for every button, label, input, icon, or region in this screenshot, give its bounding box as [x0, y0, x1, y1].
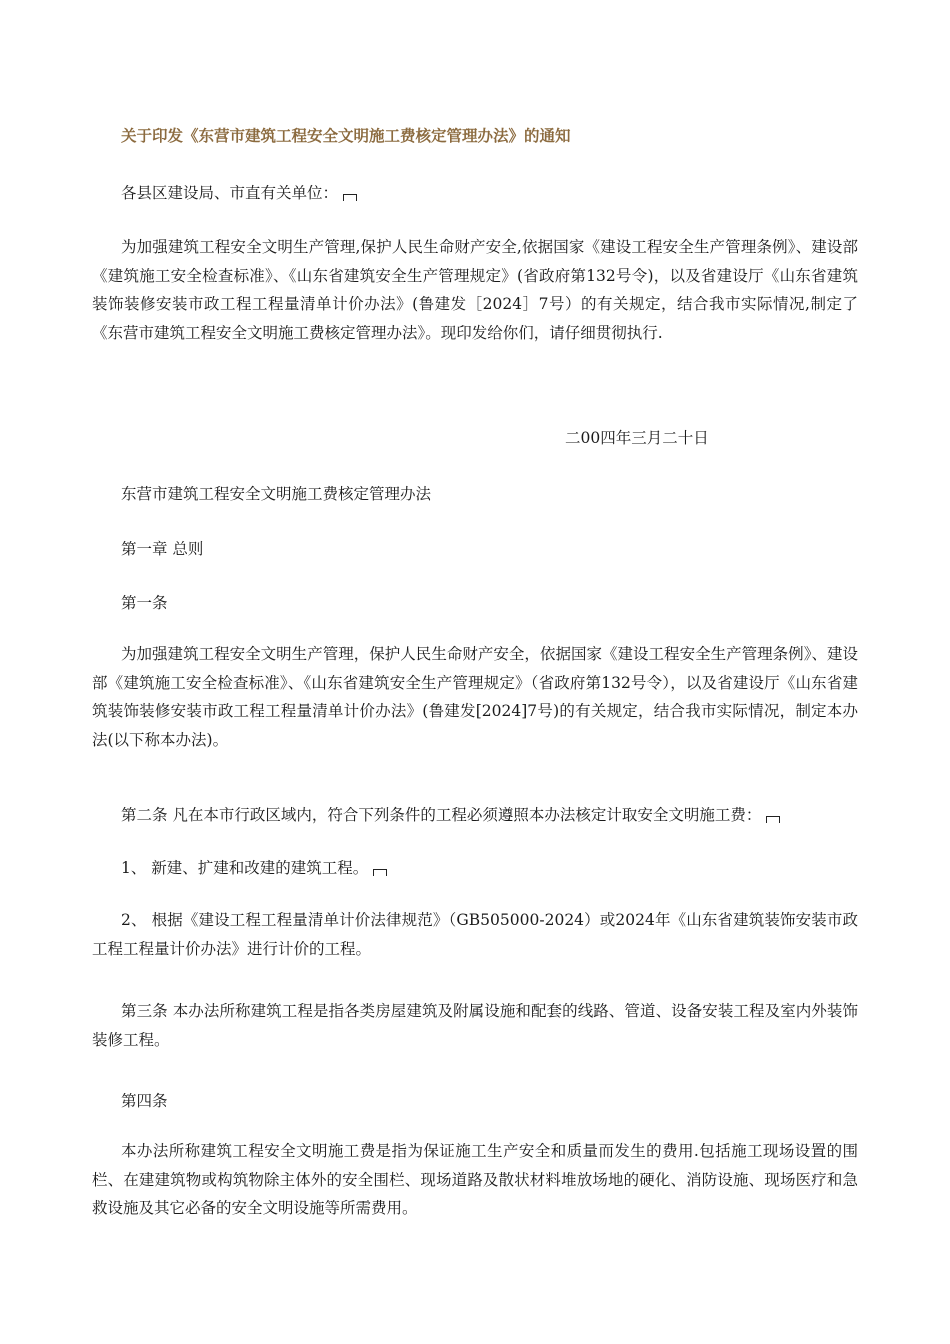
article1-body: 为加强建筑工程安全文明生产管理，保护人民生命财产安全，依据国家《建设工程安全生产管理条例》、建设部《建筑施工安全检查标准》、《山东省建筑安全生产管理规定》（省政府第132号令），以及省建设厅《山东省建筑装饰装修安装市政工程工程量清单计价办法》(鲁建发[2024]7号)的有关规定，结合我市实际情况，制定本办法(以下称本办法)。: [92, 645, 858, 749]
article2-item2: 2、 根据《建设工程工程量清单计价法律规范》（GB505000-2024）或2024年《山东省建筑装饰安装市政工程工程量计价办法》进行计价的工程。: [92, 911, 858, 958]
paragraph-mark-icon: [373, 869, 387, 876]
paragraph-mark-icon: [343, 194, 357, 201]
notice-date: 二00四年三月二十日: [565, 429, 709, 447]
article2: [92, 801, 858, 830]
article2-item1: [92, 854, 858, 883]
notice-title: 关于印发《东营市建筑工程安全文明施工费核定管理办法》的通知: [121, 126, 571, 145]
article2-item1-text: 1、 新建、扩建和改建的建筑工程。: [121, 859, 369, 877]
paragraph-mark-icon: [766, 816, 780, 823]
article4-body: 本办法所称建筑工程安全文明施工费是指为保证施工生产安全和质量而发生的费用.包括施工现场设置的围栏、在建建筑物或构筑物除主体外的安全围栏、现场道路及散状材料堆放场地的硬化、消防设施、现场医疗和急救设施及其它必备的安全文明设施等所需费用。: [92, 1142, 858, 1217]
chapter-heading: 第一章 总则: [121, 540, 204, 558]
regulation-title: 东营市建筑工程安全文明施工费核定管理办法: [121, 485, 432, 503]
article3: 第三条 本办法所称建筑工程是指各类房屋建筑及附属设施和配套的线路、管道、设备安装工程及室内外装饰装修工程。: [92, 1002, 858, 1049]
article1-heading: 第一条: [121, 594, 168, 612]
article2-text: 第二条 凡在本市行政区域内，符合下列条件的工程必须遵照本办法核定计取安全文明施工费：: [121, 806, 762, 824]
notice-body: 为加强建筑工程安全文明生产管理,保护人民生命财产安全,依据国家《建设工程安全生产管理条例》、建设部《建筑施工安全检查标准》、《山东省建筑安全生产管理规定》(省政府第132号令)，以及省建设厅《山东省建筑装饰装修安装市政工程工程量清单计价办法》(鲁建发［2024］7号）的有关规定，结合我市实际情况,制定了《东营市建筑工程安全文明施工费核定管理办法》。现印发给你们，请仔细贯彻执行.: [92, 238, 858, 342]
salutation-text: 各县区建设局、市直有关单位：: [121, 184, 339, 202]
notice-salutation: [92, 179, 858, 208]
article4-heading: 第四条: [121, 1092, 168, 1110]
